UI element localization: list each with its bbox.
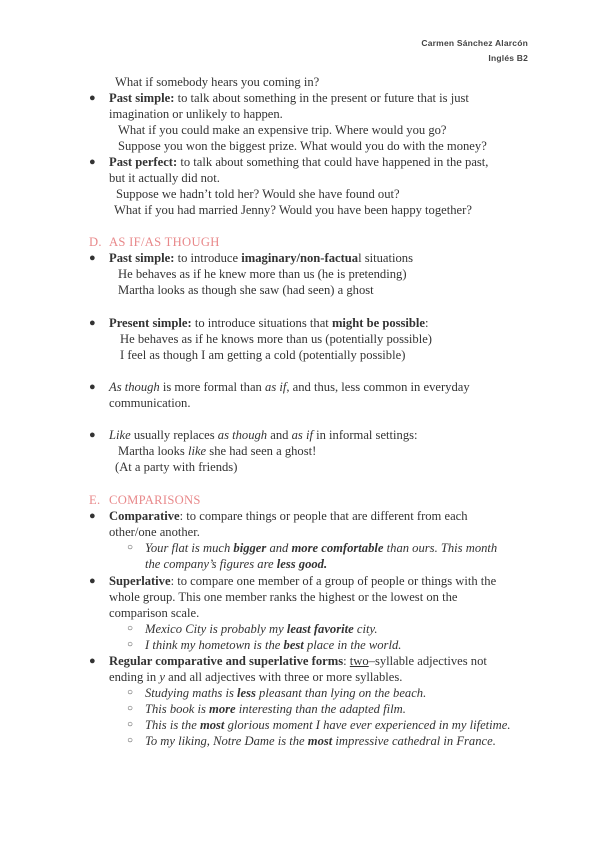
example-line: Suppose you won the biggest prize. What would you do with the money? xyxy=(118,139,487,153)
bullet-icon: ● xyxy=(89,575,96,587)
circle-bullet-icon: ○ xyxy=(127,719,134,730)
comparative-rule-cont: other/one another. xyxy=(109,525,200,539)
bullet-icon: ● xyxy=(89,655,96,667)
example-line: Martha looks like she had seen a ghost! xyxy=(118,444,317,458)
past-simple-rule: Past simple: to talk about something in the present or future that is just xyxy=(109,91,469,105)
example-line: What if somebody hears you coming in? xyxy=(115,75,320,89)
example-line: He behaves as if he knew more than us (he is pretending) xyxy=(118,267,407,281)
example-line: (At a party with friends) xyxy=(115,460,238,474)
past-simple-rule-cont: imagination or unlikely to happen. xyxy=(109,107,283,121)
example-line: Mexico City is probably my least favorite city. xyxy=(145,622,378,636)
bullet-icon: ● xyxy=(89,252,96,264)
example-line: This book is more interesting than the adapted film. xyxy=(145,702,406,716)
example-line: Suppose we hadn’t told her? Would she have found out? xyxy=(116,187,400,201)
bullet-icon: ● xyxy=(89,429,96,441)
example-line: I think my hometown is the best place in the world. xyxy=(145,638,402,652)
course-label: Inglés B2 xyxy=(488,53,528,63)
bullet-icon: ● xyxy=(89,156,96,168)
example-line: the company’s figures are less good. xyxy=(145,557,328,571)
past-perfect-rule-cont: but it actually did not. xyxy=(109,171,220,185)
example-line: Martha looks as though she saw (had seen) a ghost xyxy=(118,283,374,297)
example-line: What if you had married Jenny? Would you have been happy together? xyxy=(114,203,472,217)
superlative-rule-cont: comparison scale. xyxy=(109,606,200,620)
circle-bullet-icon: ○ xyxy=(127,623,134,634)
circle-bullet-icon: ○ xyxy=(127,687,134,698)
superlative-rule-cont: whole group. This one member ranks the highest or the lowest on the xyxy=(109,590,458,604)
bullet-icon: ● xyxy=(89,317,96,329)
like-note: Like usually replaces as though and as if in informal settings: xyxy=(109,428,418,442)
example-line: I feel as though I am getting a cold (potentially possible) xyxy=(120,348,406,362)
example-line: What if you could make an expensive trip. Where would you go? xyxy=(118,123,447,137)
example-line: To my liking, Notre Dame is the most impressive cathedral in France. xyxy=(145,734,496,748)
bullet-icon: ● xyxy=(89,510,96,522)
superlative-rule: Superlative: to compare one member of a group of people or things with the xyxy=(109,574,497,588)
example-line: He behaves as if he knows more than us (potentially possible) xyxy=(120,332,432,346)
formality-note: As though is more formal than as if, and thus, less common in everyday xyxy=(109,380,470,394)
circle-bullet-icon: ○ xyxy=(127,542,134,553)
circle-bullet-icon: ○ xyxy=(127,735,134,746)
as-if-past-simple-rule: Past simple: to introduce imaginary/non-factual situations xyxy=(109,251,414,265)
section-e-heading: E. COMPARISONS xyxy=(89,493,201,507)
formality-note-cont: communication. xyxy=(109,396,191,410)
comparative-rule: Comparative: to compare things or people that are different from each xyxy=(109,509,468,523)
author-name: Carmen Sánchez Alarcón xyxy=(421,38,528,48)
example-line: Studying maths is less pleasant than lying on the beach. xyxy=(145,686,427,700)
regular-forms-rule: Regular comparative and superlative forms: two–syllable adjectives not xyxy=(109,654,487,668)
circle-bullet-icon: ○ xyxy=(127,703,134,714)
section-d-heading: D. AS IF/AS THOUGH xyxy=(89,235,220,249)
bullet-icon: ● xyxy=(89,92,96,104)
circle-bullet-icon: ○ xyxy=(127,639,134,650)
bullet-icon: ● xyxy=(89,381,96,393)
example-line: This is the most glorious moment I have ever experienced in my lifetime. xyxy=(145,718,511,732)
example-line: Your flat is much bigger and more comfortable than ours. This month xyxy=(145,541,498,555)
as-if-present-simple-rule: Present simple: to introduce situations that might be possible: xyxy=(109,316,429,330)
regular-forms-rule-cont: ending in y and all adjectives with three or more syllables. xyxy=(109,670,403,684)
past-perfect-rule: Past perfect: to talk about something that could have happened in the past, xyxy=(109,155,489,169)
